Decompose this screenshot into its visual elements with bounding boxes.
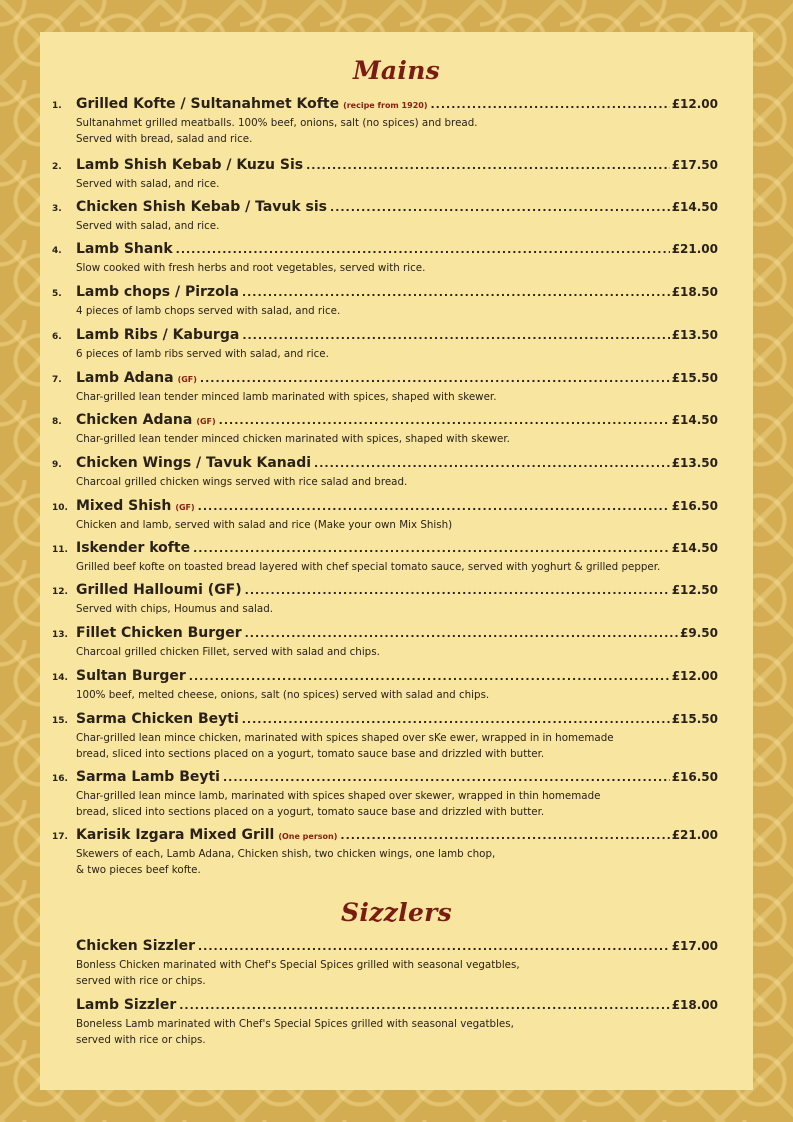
dot-leader	[198, 940, 670, 953]
item-number: 12.	[52, 587, 68, 597]
item-description-line: served with rice or chips.	[76, 975, 206, 987]
item-number: 5.	[52, 289, 62, 299]
item-name: Karisik Izgara Mixed Grill	[76, 827, 275, 843]
item-name: Grilled Halloumi (GF)	[76, 582, 242, 598]
item-number: 13.	[52, 630, 68, 640]
item-price: £17.00	[671, 939, 718, 953]
dot-leader	[198, 500, 670, 513]
mains-title: Mains	[352, 56, 441, 85]
item-price: £16.50	[671, 770, 718, 784]
dot-leader	[223, 771, 670, 784]
item-name: Lamb Ribs / Kaburga	[76, 327, 240, 343]
dot-leader	[189, 670, 670, 683]
item-number: 11.	[52, 545, 68, 555]
item-description	[76, 559, 736, 575]
item-line	[76, 370, 718, 390]
item-name: Sarma Lamb Beyti	[76, 769, 220, 785]
dot-leader	[176, 243, 670, 256]
item-name: Lamb chops / Pirzola	[76, 284, 239, 300]
item-number: 16.	[52, 774, 68, 784]
dot-leader	[200, 372, 670, 385]
dot-leader	[245, 584, 670, 597]
item-description-line: Slow cooked with fresh herbs and root vegetables, served with rice.	[76, 262, 426, 274]
item-price: £12.00	[671, 97, 718, 111]
item-price: £18.00	[671, 998, 718, 1012]
item-line	[76, 769, 718, 789]
item-price: £14.50	[671, 541, 718, 555]
item-number: 6.	[52, 332, 62, 342]
item-line	[76, 582, 718, 602]
item-number: 4.	[52, 246, 62, 256]
sizzlers-title: Sizzlers	[341, 898, 452, 927]
item-description-line: Charcoal grilled chicken Fillet, served with salad and chips.	[76, 646, 380, 658]
item-price: £13.50	[671, 456, 718, 470]
item-description	[76, 730, 736, 762]
item-number: 1.	[52, 101, 62, 111]
item-price: £17.50	[671, 158, 718, 172]
item-description	[76, 788, 736, 820]
dot-leader	[242, 286, 670, 299]
item-description	[76, 260, 736, 276]
item-price: £12.00	[671, 669, 718, 683]
item-line	[76, 625, 718, 645]
item-description	[76, 218, 736, 234]
item-description-line: & two pieces beef kofte.	[76, 864, 201, 876]
item-price: £15.50	[671, 712, 718, 726]
dot-leader	[193, 542, 670, 555]
item-name: Sarma Chicken Beyti	[76, 711, 239, 727]
item-line	[76, 455, 718, 475]
item-tag: (One person)	[278, 832, 338, 841]
item-description-line: Chicken and lamb, served with salad and rice (Make your own Mix Shish)	[76, 519, 453, 531]
item-name: Mixed Shish	[76, 498, 172, 514]
item-line	[76, 412, 718, 432]
item-price: £15.50	[671, 371, 718, 385]
item-description-line: Char-grilled lean tender minced lamb marinated with spices, shaped with skewer.	[76, 391, 497, 403]
dot-leader	[430, 98, 669, 111]
item-description-line: Served with salad, and rice.	[76, 178, 220, 190]
item-number: 9.	[52, 460, 62, 470]
dot-leader	[340, 829, 669, 842]
item-line	[76, 241, 718, 261]
dot-leader	[179, 999, 669, 1012]
item-description-line: Bonless Chicken marinated with Chef's Special Spices grilled with seasonal vegatbles,	[76, 959, 520, 971]
item-line	[76, 327, 718, 347]
item-name: Iskender kofte	[76, 540, 191, 556]
item-name: Lamb Adana	[76, 370, 174, 386]
item-price: £13.50	[671, 328, 718, 342]
item-description-line: Grilled beef kofte on toasted bread layered with chef special tomato sauce, served with yoghurt & grilled pepper.	[76, 561, 661, 573]
item-tag: (recipe from 1920)	[343, 101, 428, 110]
dot-leader	[306, 159, 670, 172]
item-description-line: bread, sliced into sections placed on a yogurt, tomato sauce base and drizzled with butter.	[76, 748, 545, 760]
item-description	[76, 431, 736, 447]
dot-leader	[242, 329, 669, 342]
item-line	[76, 827, 718, 847]
item-description-line: 6 pieces of lamb ribs served with salad, and rice.	[76, 348, 329, 360]
item-name: Chicken Adana	[76, 412, 193, 428]
item-name: Grilled Kofte / Sultanahmet Kofte	[76, 96, 340, 112]
item-name: Sultan Burger	[76, 668, 186, 684]
item-number: 3.	[52, 204, 62, 214]
item-name: Chicken Shish Kebab / Tavuk sis	[76, 199, 328, 215]
item-number: 8.	[52, 417, 62, 427]
item-number: 7.	[52, 375, 62, 385]
item-line	[76, 199, 718, 219]
item-description	[76, 115, 736, 147]
item-description	[76, 957, 736, 989]
item-price: £9.50	[680, 626, 718, 640]
item-line	[76, 997, 718, 1017]
item-line	[76, 540, 718, 560]
item-price: £16.50	[671, 499, 718, 513]
item-description-line: bread, sliced into sections placed on a yogurt, tomato sauce base and drizzled with butter.	[76, 806, 545, 818]
item-line	[76, 498, 718, 518]
item-number: 15.	[52, 716, 68, 726]
item-tag: (GF)	[177, 375, 197, 384]
item-description	[76, 1016, 736, 1048]
item-description-line: Sultanahmet grilled meatballs. 100% beef, onions, salt (no spices) and bread.	[76, 117, 478, 129]
item-name: Lamb Shish Kebab / Kuzu Sis	[76, 157, 304, 173]
item-description-line: Served with bread, salad and rice.	[76, 133, 253, 145]
item-description-line: Served with salad, and rice.	[76, 220, 220, 232]
item-description-line: Char-grilled lean tender minced chicken marinated with spices, shaped with skewer.	[76, 433, 510, 445]
item-name: Chicken Wings / Tavuk Kanadi	[76, 455, 312, 471]
item-number: 2.	[52, 162, 62, 172]
item-name: Fillet Chicken Burger	[76, 625, 242, 641]
item-line	[76, 668, 718, 688]
item-description	[76, 303, 736, 319]
item-number: 10.	[52, 503, 68, 513]
dot-leader	[242, 713, 670, 726]
item-price: £14.50	[671, 200, 718, 214]
dot-leader	[314, 457, 670, 470]
item-description	[76, 389, 736, 405]
item-line	[76, 938, 718, 958]
dot-leader	[219, 414, 670, 427]
dot-leader	[245, 627, 678, 640]
item-description-line: Charcoal grilled chicken wings served with rice salad and bread.	[76, 476, 408, 488]
item-line	[76, 711, 718, 731]
item-description-line: Char-grilled lean mince chicken, marinated with spices shaped over sKe ewer, wrapped in in homemade	[76, 732, 614, 744]
item-price: £18.50	[671, 285, 718, 299]
item-description-line: Skewers of each, Lamb Adana, Chicken shish, two chicken wings, one lamb chop,	[76, 848, 496, 860]
item-description	[76, 176, 736, 192]
item-description-line: Char-grilled lean mince lamb, marinated with spices shaped over skewer, wrapped in thin homemade	[76, 790, 601, 802]
item-description-line: served with rice or chips.	[76, 1034, 206, 1046]
item-description-line: 4 pieces of lamb chops served with salad, and rice.	[76, 305, 341, 317]
item-description	[76, 644, 736, 660]
item-description	[76, 346, 736, 362]
item-line	[76, 96, 718, 116]
item-description	[76, 601, 736, 617]
item-description-line: Served with chips, Houmus and salad.	[76, 603, 274, 615]
item-tag: (GF)	[196, 417, 216, 426]
item-number: 14.	[52, 673, 68, 683]
menu-panel	[40, 32, 753, 1090]
item-description-line: 100% beef, melted cheese, onions, salt (no spices) served with salad and chips.	[76, 689, 490, 701]
item-tag: (GF)	[175, 503, 195, 512]
item-line	[76, 284, 718, 304]
item-description	[76, 687, 736, 703]
item-price: £21.00	[671, 828, 718, 842]
item-description	[76, 846, 736, 878]
item-name: Lamb Shank	[76, 241, 173, 257]
item-line	[76, 157, 718, 177]
item-price: £12.50	[671, 583, 718, 597]
item-price: £14.50	[671, 413, 718, 427]
item-description	[76, 474, 736, 490]
item-description	[76, 517, 736, 533]
item-price: £21.00	[671, 242, 718, 256]
item-name: Lamb Sizzler	[76, 997, 177, 1013]
dot-leader	[330, 201, 670, 214]
item-name: Chicken Sizzler	[76, 938, 195, 954]
item-number: 17.	[52, 832, 68, 842]
item-description-line: Boneless Lamb marinated with Chef's Special Spices grilled with seasonal vegatbles,	[76, 1018, 514, 1030]
